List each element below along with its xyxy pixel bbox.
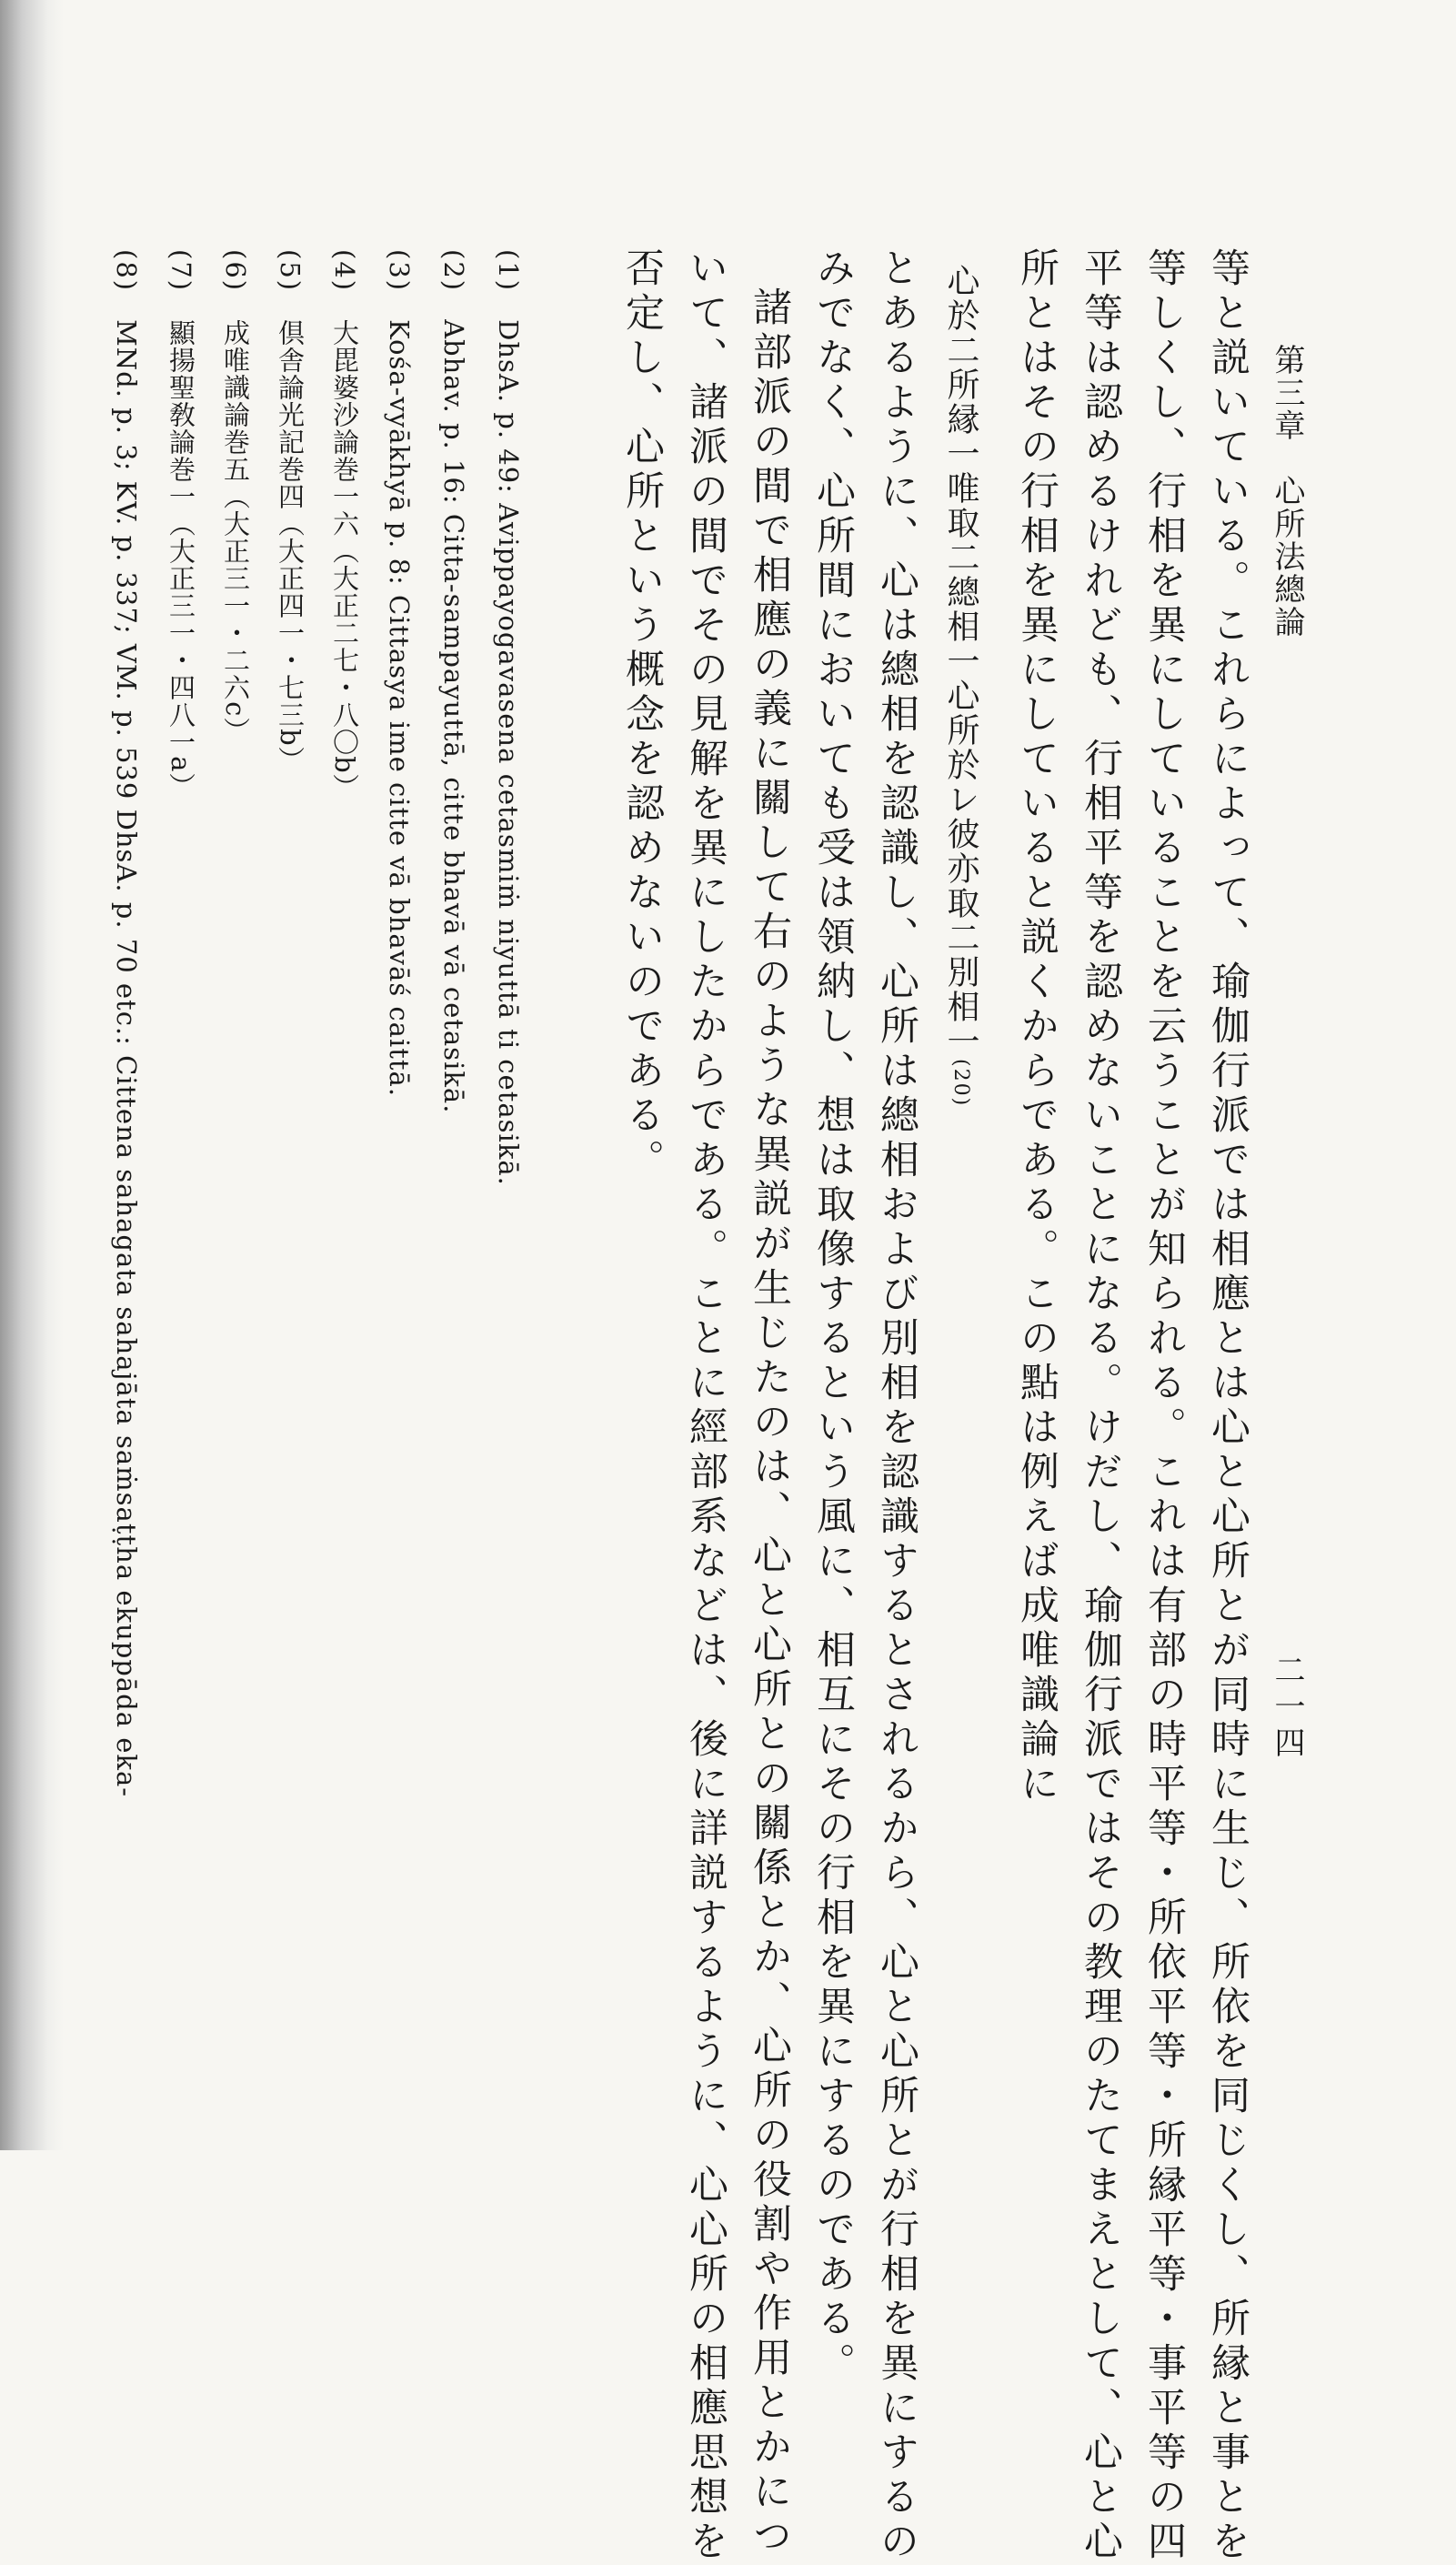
body-line: とあるように、心は總相を認識し、心所は總相および別相を認識するとされるから、心と心所とが行相を異にするの [874,247,919,2565]
page-number: 二一四 [1269,1654,1305,1763]
footnote [111,249,142,1798]
footnote-text: DhsA. p. 49: Avippayogavasena cetasmiṁ niyuttā ti cetasikā. [493,319,524,1186]
footnote [275,249,306,774]
body-line: 所とはその行相を異にしていると説くからである。この點は例えば成唯識論に [1014,247,1059,1807]
footnote-number: (2) [438,249,469,293]
body-line: みでなく、心所間においても受は領納し、想は取像するという風に、相互にその行相を異にするのである。 [810,247,856,2387]
footnote-number: (6) [220,249,251,293]
footnote-text: 大毘婆沙論巻一六（大正二七・八〇b） [329,319,360,801]
footnote-text: 顯揚聖敎論巻一（大正三一・四八一a） [166,319,196,800]
footnote-number: (5) [275,249,306,293]
quotation-line [944,264,977,1107]
running-head: 第三章 心所法總論 [1269,344,1305,639]
body-line: 等と説いている。これらによって、瑜伽行派では相應とは心と心所とが同時に生じ、所依を同じくし、所縁と事とを [1205,247,1250,2565]
footnote-text: MNd. p. 3; KV. p. 337; VM. p. 539 DhsA. p. 70 etc.: Cittena sahagata sahajāta saṁsaṭṭha ekuppāda eka- [111,319,142,1798]
body-line: 平等は認めるけれども、行相平等を認めないことになる。けだし、瑜伽行派ではその教理のたてまえとして、心と心 [1078,247,1123,2565]
body-line: 等しくし、行相を異にしていることを云うことが知られる。これは有部の時平等・所依平等・所縁平等・事平等の四 [1141,247,1187,2565]
quotation-text: 心於二所縁一唯取二總相一心所於レ彼亦取二別相一 [942,264,979,1059]
body-line: 諸部派の間で相應の義に關して右のような異説が生じたのは、心と心所との關係とか、心所の役割や作用とかにつ [747,287,792,2560]
footnote [384,249,415,1098]
footnote [329,249,360,801]
body-line: 否定し、心所という概念を認めないのである。 [619,247,665,1183]
note-reference: (20) [949,1059,972,1108]
footnote [220,249,251,745]
footnote-number: (7) [166,249,196,293]
footnote-text: 倶舎論光記巻四（大正四一・七三b） [275,319,306,774]
footnote [493,249,524,1186]
footnote [440,249,467,1113]
footnote-number: (1) [493,249,524,293]
body-line: いて、諸派の間でその見解を異にしたからである。ことに經部系などは、後に詳説するように、心心所の相應思想を [683,247,728,2565]
footnote [167,249,194,800]
footnote-text: Abhav. p. 16: Citta-sampayuttā, citte bhavā vā cetasikā. [438,319,469,1114]
footnote-number: (3) [384,249,415,293]
page-edge-shadow [0,0,64,2150]
footnote-number: (8) [111,249,142,293]
footnote-number: (4) [329,249,360,293]
footnote-text: Kośa-vyākhyā p. 8: Cittasya ime citte vā bhavāś caittā. [384,319,415,1098]
footnote-text: 成唯識論巻五（大正三一・二六c） [220,319,251,745]
